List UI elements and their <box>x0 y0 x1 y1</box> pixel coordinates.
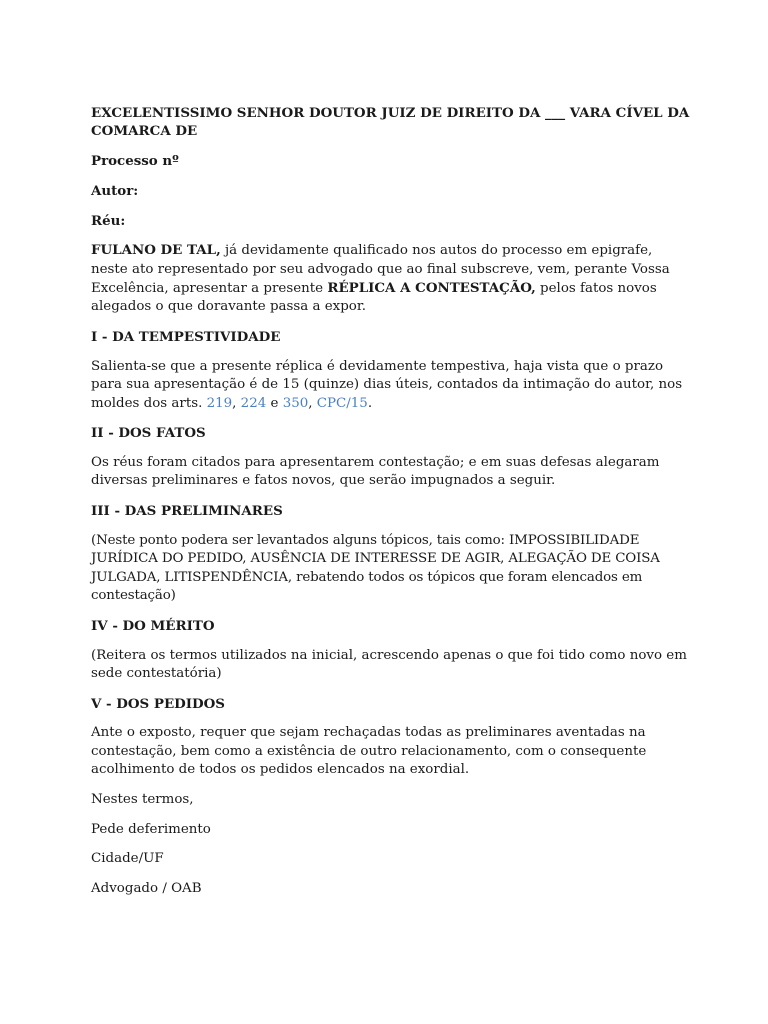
processo-label: Processo nº <box>91 153 179 170</box>
intro-text-2: pelos fatos novos alegados o que doravante passa a expor. <box>91 281 657 315</box>
closing-termos: Nestes termos, <box>91 791 194 807</box>
document-page <box>91 104 691 910</box>
intro-text-1: já devidamente qualificado nos autos do processo em epigrafe, neste ato representado por seu advogado que ao final subscreve, vem, perante Vossa Excelência, apresentar a presente <box>91 243 670 297</box>
closing-advogado: Advogado / OAB <box>91 881 202 897</box>
party-name: FULANO DE TAL, <box>91 242 221 259</box>
reu-label: Réu: <box>91 212 126 229</box>
pedidos-paragraph: Ante o exposto, requer que sejam rechaçadas todas as preliminares aventadas na contestação, bem como a existência de outro relacionamento, com o consequente acolhimento de todos os pedidos elencados na exordial. <box>91 725 647 778</box>
link-art-219[interactable]: 219 <box>206 395 233 411</box>
tempestividade-paragraph <box>91 358 691 413</box>
closing-cidade: Cidade/UF <box>91 851 164 867</box>
tempestividade-text: Salienta-se que a presente réplica é devidamente tempestiva, haja vista que o prazo para sua apresentação é de 15 (quinze) dias úteis, contados da intimação do autor, nos moldes dos arts. <box>91 358 683 411</box>
link-art-350[interactable]: 350 <box>282 395 309 411</box>
intro-paragraph <box>91 241 691 316</box>
heading-fatos: II - DOS FATOS <box>91 425 206 442</box>
merito-paragraph: (Reitera os termos utilizados na inicial, acrescendo apenas o que foi tido como novo em sede contestatória) <box>91 647 687 681</box>
heading-pedidos: V - DOS PEDIDOS <box>91 695 225 712</box>
heading-tempestividade: I - DA TEMPESTIVIDADE <box>91 329 281 346</box>
separator: , <box>308 395 317 411</box>
preliminares-paragraph: (Neste ponto podera ser levantados alguns tópicos, tais como: IMPOSSIBILIDADE JURÍDICA DO PEDIDO, AUSÊNCIA DE INTERESSE DE AGIR, ALEGAÇÃO DE COISA JULGADA, LITISPENDÊNCIA, rebatendo todos os tópicos que foram elencados em contestação) <box>91 533 660 603</box>
link-cpc-15[interactable]: CPC/15 <box>316 395 368 411</box>
heading-preliminares: III - DAS PRELIMINARES <box>91 503 283 520</box>
court-address: EXCELENTISSIMO SENHOR DOUTOR JUIZ DE DIREITO DA ___ VARA CÍVEL DA COMARCA DE <box>91 105 690 140</box>
heading-merito: IV - DO MÉRITO <box>91 617 215 634</box>
autor-label: Autor: <box>91 182 139 199</box>
period: . <box>367 395 373 411</box>
link-art-224[interactable]: 224 <box>240 395 267 411</box>
fatos-paragraph: Os réus foram citados para apresentarem contestação; e em suas defesas alegaram diversas preliminares e fatos novos, que serão impugnados a seguir. <box>91 455 660 489</box>
document-title: RÉPLICA A CONTESTAÇÃO, <box>327 280 536 297</box>
closing-pede: Pede deferimento <box>91 821 211 837</box>
separator: , <box>232 395 241 411</box>
separator: e <box>266 395 283 411</box>
